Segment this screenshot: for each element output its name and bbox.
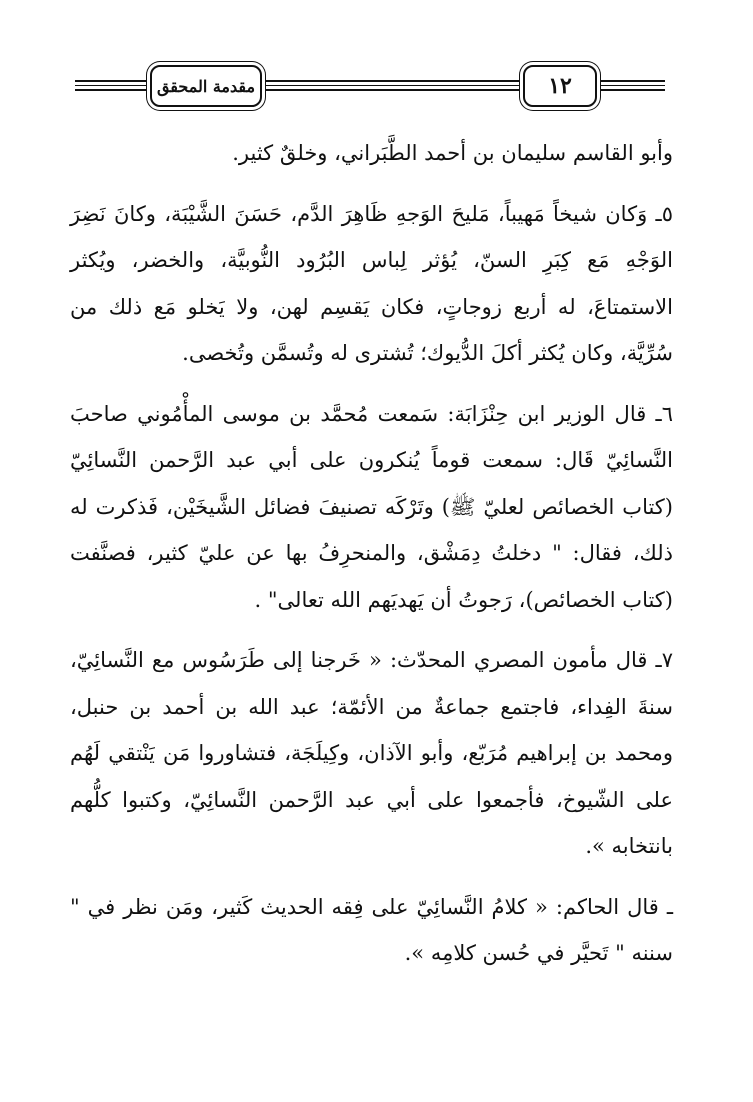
page-body xyxy=(70,130,673,991)
page-number: ١٢ xyxy=(523,65,597,107)
paragraph-5-appearance: ٥ـ وَكان شيخاً مَهيباً، مَليحَ الوَجهِ ظَاهِرَ الدَّم، حَسَنَ الشَّيْبَة، وكانَ نَضِرَ الوَجْهِ مَع كِبَرِ السنّ، يُؤثر لِباس البُرُود النُّوبيَّة، والخضر، ويُكثر الاستمتاعَ، له أربع زوجاتٍ، فكان يَقسِم لهن، ولا يَخلو مَع ذلك من سُرِّيَّة، وكان يُكثر أكلَ الدُّيوك؛ تُشترى له وتُسمَّن وتُخصى. xyxy=(70,201,673,365)
paragraph-hakim-quote: ـ قال الحاكم: « كلامُ النَّسائِيّ على فِقه الحديث كَثير، ومَن نظر في " سننه " تَحيَّر في حُسن كلامِه ». xyxy=(70,894,673,965)
paragraph-narrators-continued: وأبو القاسم سليمان بن أحمد الطَّبَراني، وخلقٌ كثير. xyxy=(232,141,673,165)
paragraph-6-khasais: ٦ـ قال الوزير ابن حِنْزَابَة: سَمعت مُحمَّد بن موسى المأْمُوني صاحبَ النَّسائِيّ قَال: سمعت قوماً يُنكرون على أبي عبد الرَّحمن النَّسائِيّ (كتاب الخصائص لعليّ ﷺ) وتَرْكَه تصنيفَ فضائل الشَّيخَيْن، فَذكرت له ذلك، فقال: " دخلتُ دِمَشْق، والمنحرِفُ بها عن عليّ كثير، فصنَّفت (كتاب الخصائص)، رَجوتُ أن يَهديَهم الله تعالى" . xyxy=(70,401,673,612)
section-title: مقدمة المحقق xyxy=(150,65,262,107)
paragraph-7-tarsus: ٧ـ قال مأمون المصري المحدّث: « خَرجنا إلى طَرَسُوس مع النَّسائِيّ، سنةَ الفِداء، فاجتمع جماعةٌ من الأئمّة؛ عبد الله بن أحمد بن حنبل، ومحمد بن إبراهيم مُرَبّع، وأبو الآذان، وكِيلَجَة، فتشاوروا مَن يَنْتقي لَهُم على الشّيوخ، فأجمعوا على أبي عبد الرَّحمن النَّسائِيّ، وكتبوا كلُّهم بانتخابه ». xyxy=(70,648,673,858)
running-header xyxy=(75,62,665,110)
